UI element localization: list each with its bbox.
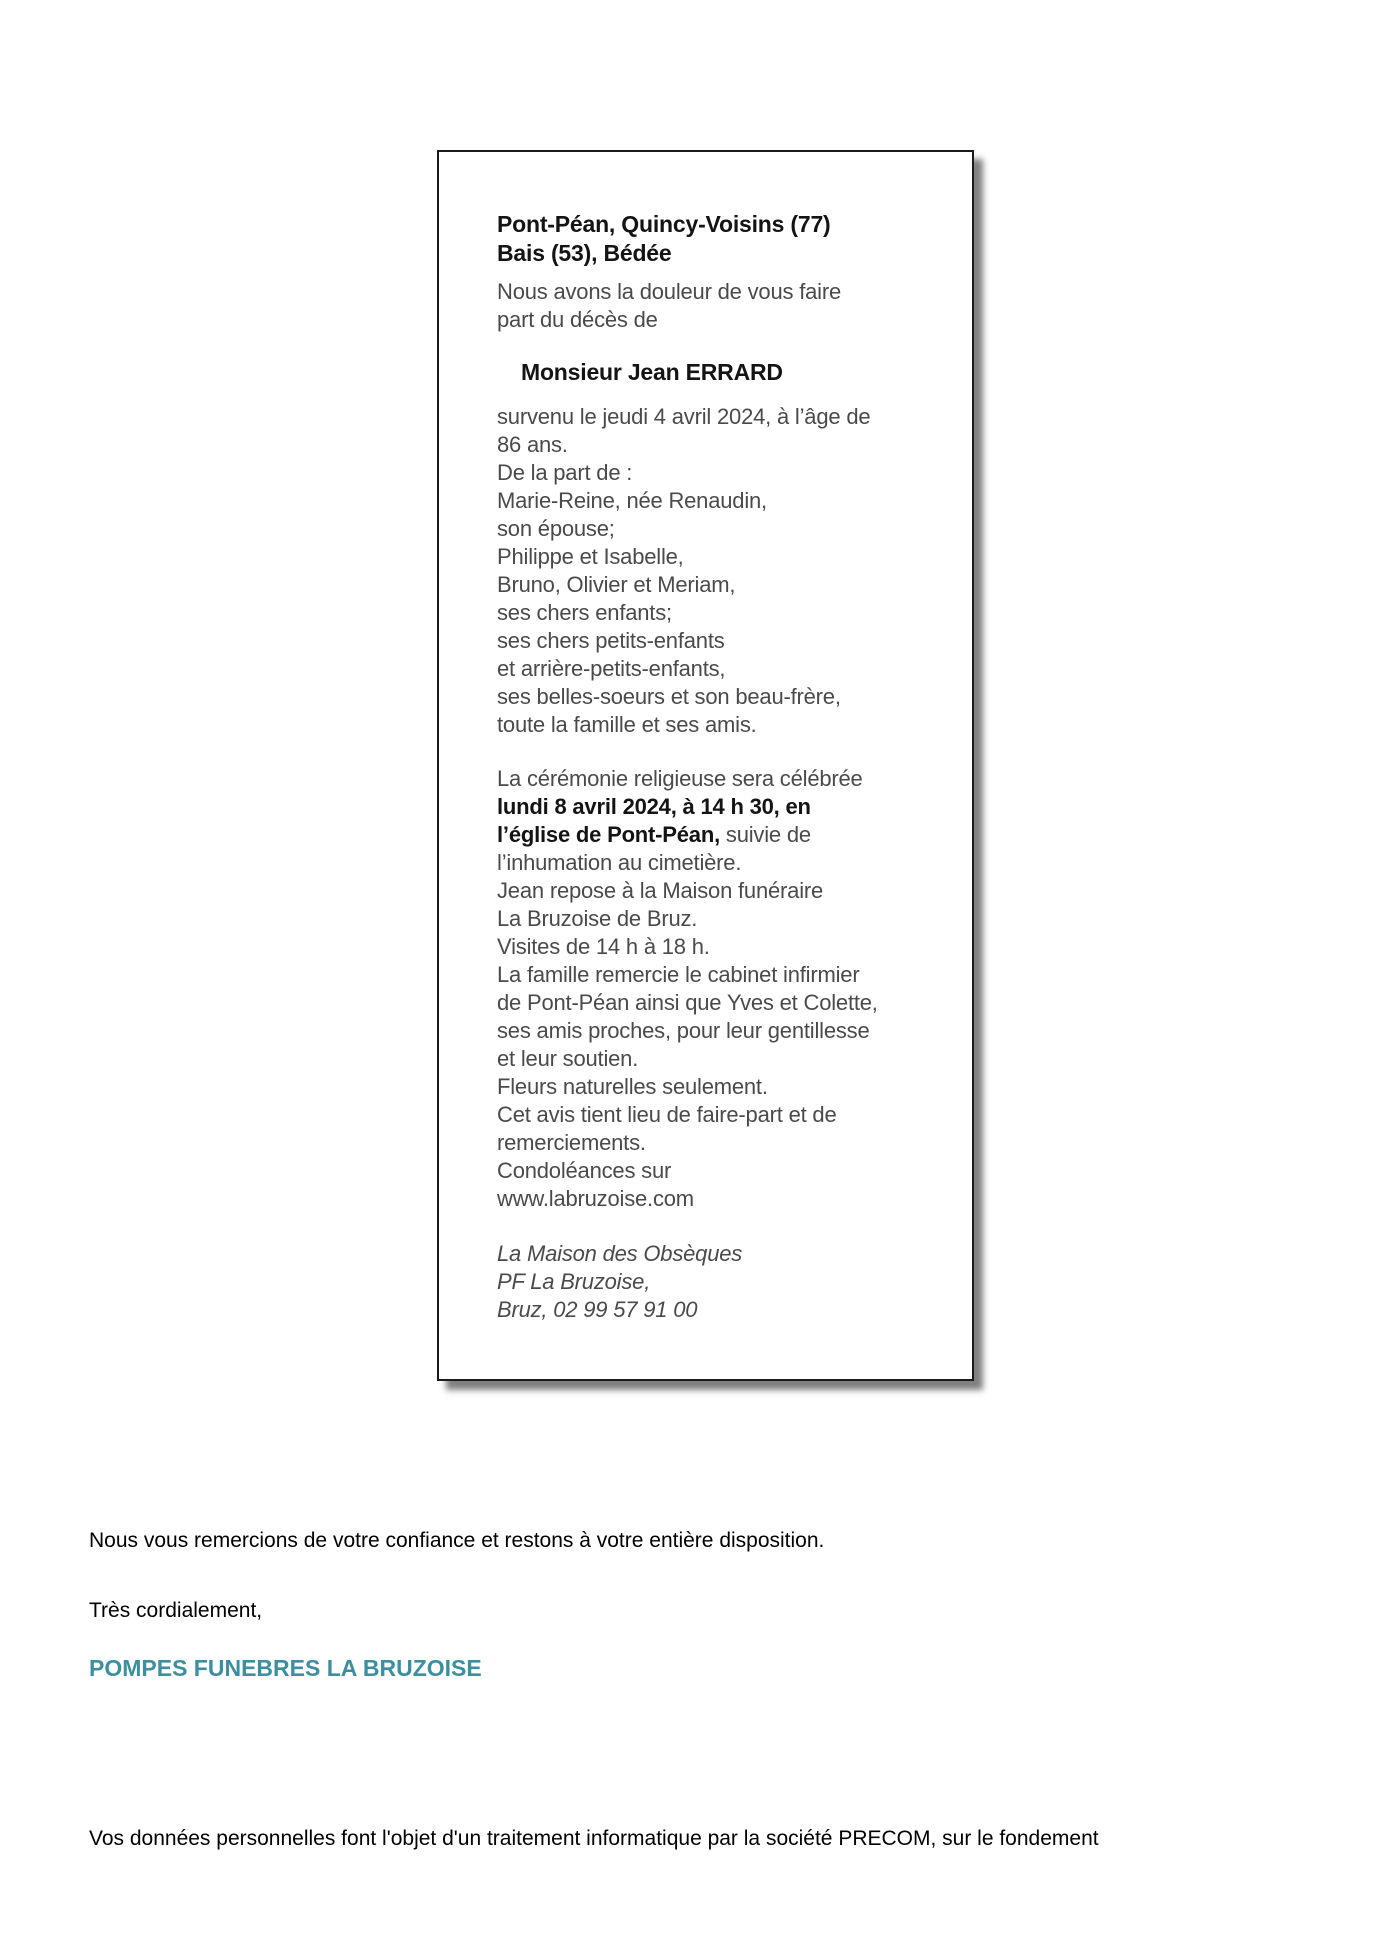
notice-line: de Pont-Péan ainsi que Yves et Colette, (497, 990, 878, 1015)
notice-line: part du décès de (497, 307, 658, 332)
notice-line: Nous avons la douleur de vous faire (497, 279, 841, 304)
notice-line: La Bruzoise de Bruz. (497, 906, 698, 931)
funeral-home-block (497, 1240, 942, 1324)
deceased-name: Monsieur Jean ERRARD (521, 359, 783, 385)
notice-line: et leur soutien. (497, 1046, 639, 1071)
notice-location-title (497, 210, 942, 268)
privacy-notice: Vos données personnelles font l'objet d'un traitement informatique par la société PRECOM, sur le fondement (89, 1827, 1099, 1850)
notice-line: ses belles-soeurs et son beau-frère, (497, 684, 841, 709)
closing-salutation-text: Très cordialement, (89, 1599, 263, 1622)
notice-line: l’inhumation au cimetière. (497, 850, 742, 875)
funeral-home-line: Bruz, 02 99 57 91 00 (497, 1297, 698, 1322)
notice-line: Philippe et Isabelle, (497, 544, 684, 569)
notice-line: Marie-Reine, née Renaudin, (497, 488, 767, 513)
notice-line: Fleurs naturelles seulement. (497, 1074, 768, 1099)
ceremony-date-line: lundi 8 avril 2024, à 14 h 30, en (497, 794, 811, 819)
ceremony-place-regular: suivie de (720, 822, 811, 847)
notice-line: La cérémonie religieuse sera célébrée (497, 766, 863, 791)
funeral-home-line: La Maison des Obsèques (497, 1241, 743, 1266)
notice-line: La famille remercie le cabinet infirmier (497, 962, 860, 987)
notice-line: Condoléances sur (497, 1158, 672, 1183)
notice-line: ses amis proches, pour leur gentillesse (497, 1018, 870, 1043)
notice-line: son épouse; (497, 516, 615, 541)
notice-line: Visites de 14 h à 18 h. (497, 934, 710, 959)
notice-intro (497, 278, 942, 334)
notice-line: remerciements. (497, 1130, 646, 1155)
website-text: www.labruzoise.com (497, 1186, 694, 1211)
notice-line: et arrière-petits-enfants, (497, 656, 726, 681)
ceremony-place-line (497, 821, 942, 849)
notice-line: Jean repose à la Maison funéraire (497, 878, 824, 903)
funeral-home-line: PF La Bruzoise, (497, 1269, 651, 1294)
notice-location-line: Bais (53), Bédée (497, 240, 672, 266)
notice-line: Bruno, Olivier et Meriam, (497, 572, 736, 597)
notice-ceremony-block (497, 765, 942, 1213)
notice-line: ses chers petits-enfants (497, 628, 725, 653)
notice-line: Cet avis tient lieu de faire-part et de (497, 1102, 837, 1127)
notice-line: survenu le jeudi 4 avril 2024, à l’âge de (497, 404, 871, 429)
notice-location-line: Pont-Péan, Quincy-Voisins (77) (497, 211, 831, 237)
notice-family-block (497, 403, 942, 739)
company-name: POMPES FUNEBRES LA BRUZOISE (89, 1655, 482, 1681)
death-notice-card (437, 150, 974, 1381)
notice-line: toute la famille et ses amis. (497, 712, 757, 737)
ceremony-place-bold: l’église de Pont-Péan, (497, 822, 720, 847)
notice-line: De la part de : (497, 460, 633, 485)
notice-line: ses chers enfants; (497, 600, 672, 625)
notice-line: 86 ans. (497, 432, 568, 457)
closing-thanks-text: Nous vous remercions de votre confiance et restons à votre entière disposition. (89, 1529, 825, 1552)
